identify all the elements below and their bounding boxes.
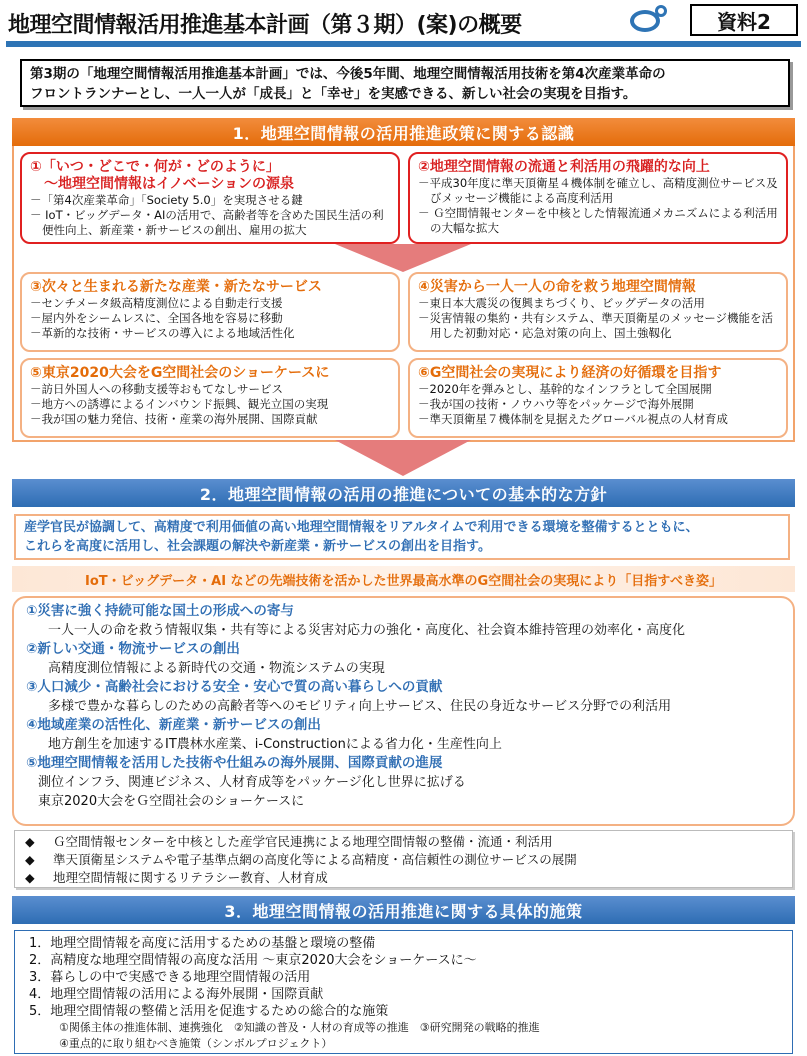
goal-detail: 多様で豊かな暮らしのための高齢者等へのモビリティ向上サービス、住民の身近なサービス分野での利活用 bbox=[48, 699, 672, 714]
card-4-item: －東日本大震災の復興まちづくり、ビッグデータの活用 bbox=[418, 296, 705, 310]
down-arrow-icon bbox=[335, 440, 470, 476]
goal-banner: IoT・ビッグデータ・AI などの先端技術を活かした世界最高水準のG空間社会の実現により「目指すべき姿」 bbox=[12, 566, 795, 592]
card-1-item: － IoT・ビッグデータ・AIの活用で、高齢者等を含めた国民生活の利便性向上、新産業・新サービスの創出、雇用の拡大 bbox=[30, 208, 384, 237]
diamond-bullet-icon: ◆ bbox=[25, 852, 35, 867]
card-3-heading: ③次々と生まれる新たな産業・新たなサービス bbox=[30, 279, 322, 295]
section3-title: 3．地理空間情報の活用推進に関する具体的施策 bbox=[12, 896, 795, 924]
measure-item: 2．高精度な地理空間情報の高度な活用 ～東京2020大会をショーケースに～ bbox=[29, 953, 477, 968]
card-5-item: －我が国の魅力発信、技術・産業の海外展開、国際貢献 bbox=[30, 412, 318, 426]
goal-detail: 高精度測位情報による新時代の交通・物流システムの実現 bbox=[48, 661, 385, 676]
section3-body bbox=[14, 930, 793, 1054]
card-6-item: －準天頂衛星７機体制を見据えたグローバル視点の人材育成 bbox=[418, 412, 728, 426]
intro-line-1: 第3期の「地理空間情報活用推進基本計画」では、今後5年間、地理空間情報活用技術を第4次産業革命の bbox=[30, 66, 666, 82]
bullet-text: 準天頂衛星システムや電子基準点網の高度化等による高精度・高信頼性の測位サービスの展開 bbox=[53, 852, 577, 867]
logo-dot-icon bbox=[655, 5, 667, 17]
diamond-bullet-icon: ◆ bbox=[25, 834, 35, 849]
card-4-heading: ④災害から一人一人の命を救う地理空間情報 bbox=[418, 279, 696, 295]
card-2-heading: ②地理空間情報の流通と利活用の飛躍的な向上 bbox=[418, 159, 710, 175]
section1-title: 1．地理空間情報の活用推進政策に関する認識 bbox=[12, 118, 795, 146]
goal-detail: 東京2020大会をＧ空間社会のショーケースに bbox=[38, 794, 305, 809]
card-1-item: －「第4次産業革命」「Society 5.0」を実現させる鍵 bbox=[30, 193, 303, 207]
card-5-item: －訪日外国人への移動支援等おもてなしサービス bbox=[30, 382, 283, 396]
intro-line-2: フロントランナーとし、一人一人が「成長」と「幸せ」を実感できる、新しい社会の実現を目指す。 bbox=[30, 86, 637, 102]
card-4-item: －災害情報の集約・共有システム、準天頂衛星のメッセージ機能を活用した初動対応・応急対策の向上、国土強靱化 bbox=[418, 311, 774, 340]
lead-line-1: 産学官民が協調して、高精度で利用価値の高い地理空間情報をリアルタイムで利用できる環境を整備するとともに、 bbox=[24, 520, 699, 535]
goal-heading: ②新しい交通・物流サービスの創出 bbox=[26, 641, 240, 657]
card-6 bbox=[408, 358, 788, 438]
intro-box bbox=[20, 59, 790, 107]
bullet-list bbox=[14, 830, 793, 888]
goal-detail: 地方創生を加速するIT農林水産業、i-Constructionによる省力化・生産性向上 bbox=[48, 737, 502, 752]
diamond-bullet-icon: ◆ bbox=[25, 870, 35, 885]
card-3 bbox=[20, 272, 400, 352]
bullet-text: 地理空間情報に関するリテラシー教育、人材育成 bbox=[53, 870, 328, 885]
page-title: 地理空間情報活用推進基本計画（第３期）(案)の概要 bbox=[8, 13, 522, 38]
card-3-item: －センチメータ級高精度測位による自動走行支援 bbox=[30, 296, 283, 310]
measure-item: 5．地理空間情報の整備と活用を促進するための総合的な施策 bbox=[29, 1004, 389, 1019]
card-5-item: －地方への誘導によるインバウンド振興、観光立国の実現 bbox=[30, 397, 329, 411]
measure-item: 3．暮らしの中で実感できる地理空間情報の活用 bbox=[29, 970, 311, 985]
card-1 bbox=[20, 152, 400, 244]
card-2-item: －平成30年度に準天頂衛星４機体制を確立し、高精度測位サービス及びメッセージ機能による高度利活用 bbox=[418, 176, 778, 205]
bullet-item bbox=[25, 851, 782, 869]
card-3-item: －屋内外をシームレスに、全国各地を容易に移動 bbox=[30, 311, 283, 325]
card-5-heading: ⑤東京2020大会をG空間社会のショーケースに bbox=[30, 365, 330, 381]
card-1-subheading: ～地理空間情報はイノベーションの源泉 bbox=[30, 176, 295, 192]
goal-heading: ⑤地理空間情報を活用した技術や仕組みの海外展開、国際貢献の進展 bbox=[26, 755, 443, 771]
card-3-item: －革新的な技術・サービスの導入による地域活性化 bbox=[30, 326, 295, 340]
bullet-item bbox=[25, 869, 782, 887]
goal-detail: 測位インフラ、関連ビジネス、人材育成等をパッケージ化し世界に拡げる bbox=[38, 775, 466, 790]
card-2-item: － Ｇ空間情報センターを中核とした情報流通メカニズムによる利活用の大幅な拡大 bbox=[418, 206, 778, 235]
card-1-heading: ①「いつ・どこで・何が・どのように」 bbox=[30, 159, 280, 175]
goal-heading: ④地域産業の活性化、新産業・新サービスの創出 bbox=[26, 717, 321, 733]
goal-heading: ③人口減少・高齢社会における安全・安心で質の高い暮らしへの貢献 bbox=[26, 679, 443, 695]
card-6-heading: ⑥G空間社会の実現により経済の好循環を目指す bbox=[418, 365, 722, 381]
bullet-text: Ｇ空間情報センターを中核とした産学官民連携による地理空間情報の整備・流通・利活用 bbox=[53, 834, 553, 849]
card-4 bbox=[408, 272, 788, 352]
card-5 bbox=[20, 358, 400, 438]
down-arrow-icon bbox=[335, 244, 470, 272]
measure-item: 1．地理空間情報を高度に活用するための基盤と環境の整備 bbox=[29, 936, 376, 951]
goal-heading: ①災害に強く持続可能な国土の形成への寄与 bbox=[26, 603, 294, 619]
card-6-item: －我が国の技術・ノウハウ等をパッケージで海外展開 bbox=[418, 397, 694, 411]
lead-line-2: これらを高度に活用し、社会課題の解決や新産業・新サービスの創出を目指す。 bbox=[24, 539, 491, 554]
card-2 bbox=[408, 152, 788, 244]
document-badge: 資料2 bbox=[690, 4, 798, 36]
measure-subitems: ④重点的に取り組むべき施策（シンボルプロジェクト） bbox=[59, 1037, 333, 1050]
section2-title: 2．地理空間情報の活用の推進についての基本的な方針 bbox=[12, 479, 795, 507]
goals-box bbox=[12, 596, 795, 826]
measure-item: 4．地理空間情報の活用による海外展開・国際貢献 bbox=[29, 987, 324, 1002]
section2-lead bbox=[14, 514, 790, 560]
card-6-item: －2020年を弾みとし、基幹的なインフラとして全国展開 bbox=[418, 382, 712, 396]
bullet-item bbox=[25, 833, 782, 851]
goal-detail: 一人一人の命を救う情報収集・共有等による災害対応力の強化・高度化、社会資本維持管理の効率化・高度化 bbox=[48, 623, 686, 638]
title-underline bbox=[6, 41, 801, 47]
measure-subitems: ①関係主体の推進体制、連携強化 ②知識の普及・人材の育成等の推進 ③研究開発の戦略的推進 bbox=[59, 1021, 540, 1034]
